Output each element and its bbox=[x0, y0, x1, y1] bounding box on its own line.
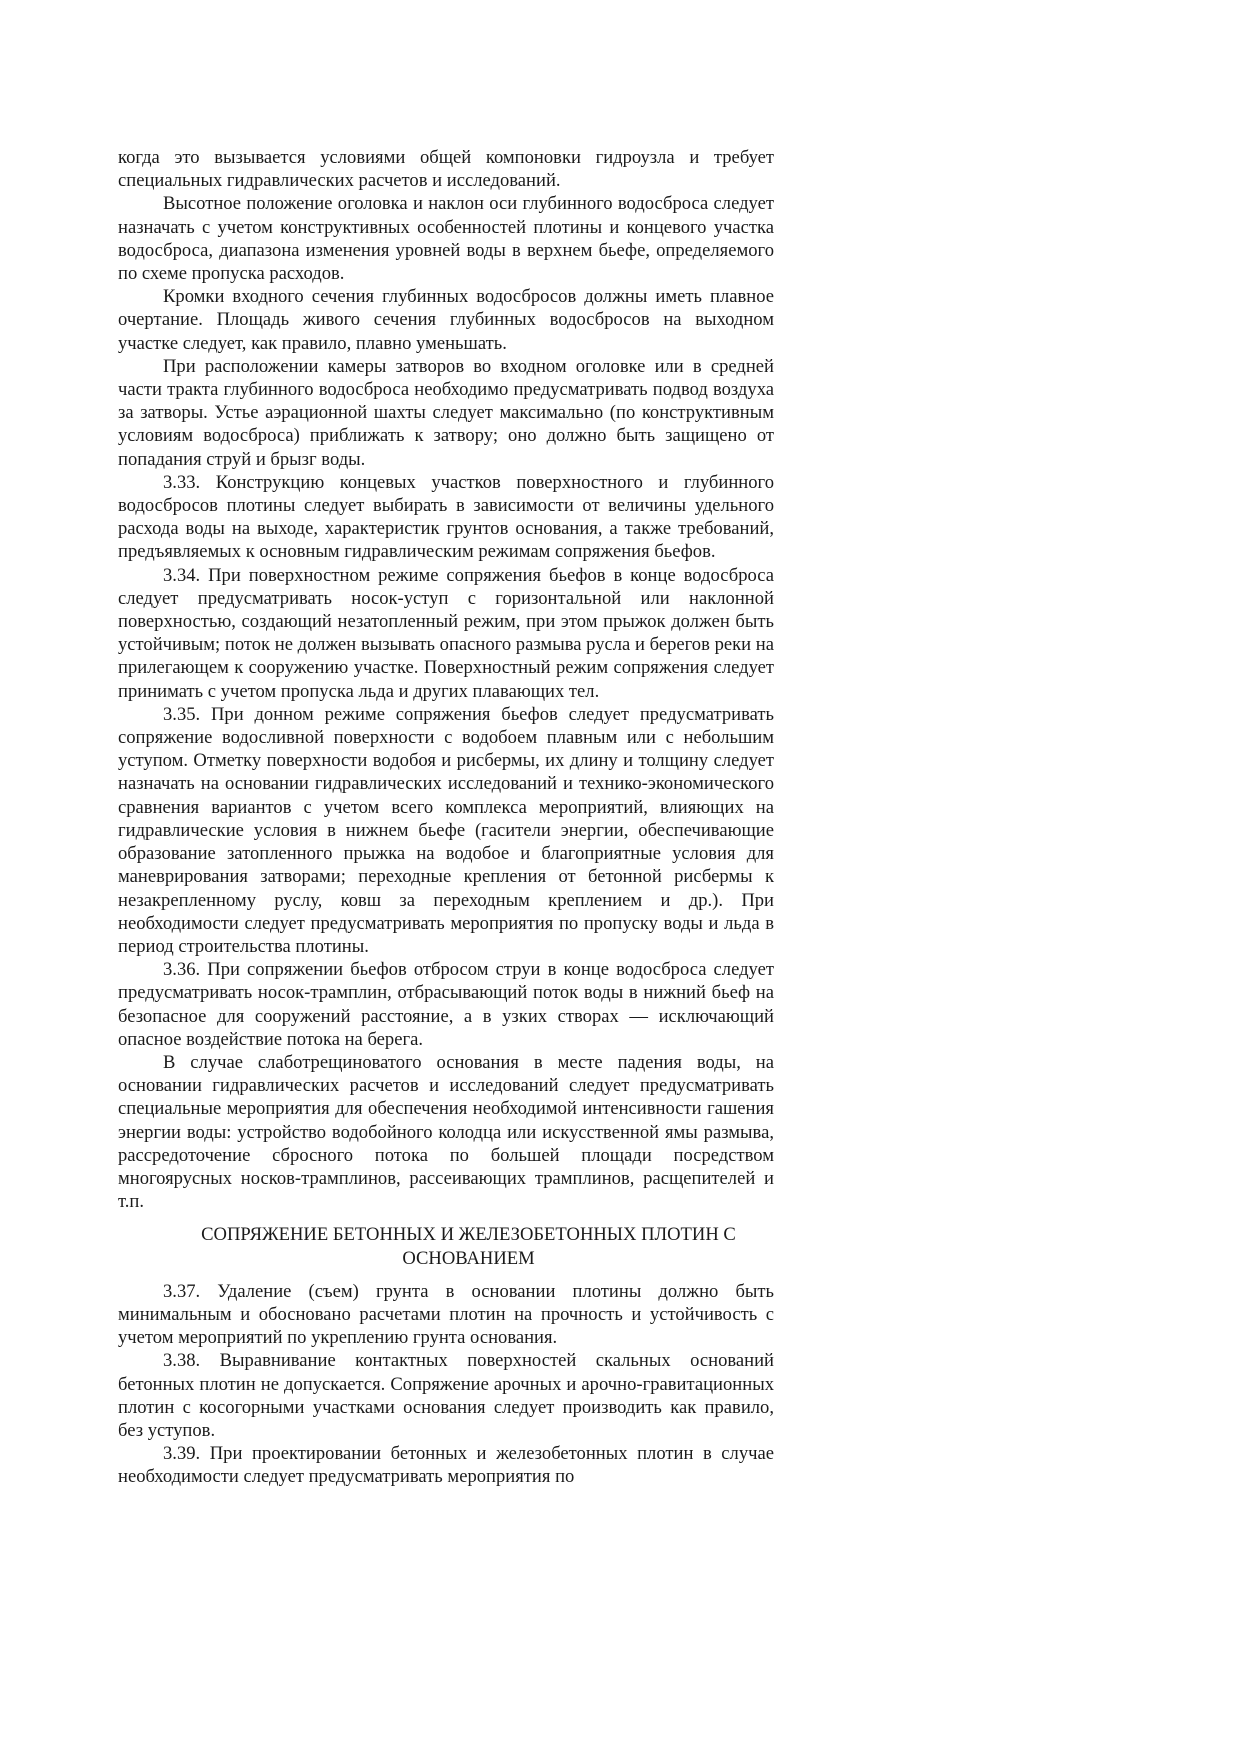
paragraph-3-39: 3.39. При проектировании бетонных и железобетонных плотин в случае необходимости следует предусматривать мероприятия по bbox=[118, 1443, 774, 1488]
paragraph-3-33: 3.33. Конструкцию концевых участков поверхностного и глубинного водосбросов плотины следует выбирать в зависимости от величины удельного расхода воды на выходе, характеристик грунтов основания, а также требований, предъявляемых к основным гидравлическим режимам сопряжения бьефов. bbox=[118, 471, 774, 563]
paragraph-3-34: 3.34. При поверхностном режиме сопряжения бьефов в конце водосброса следует предусматривать носок-уступ с горизонтальной или наклонной поверхностью, создающий незатопленный режим, при этом прыжок должен быть устойчивым; поток не должен вызывать опасного размыва русла и берегов реки на прилегающем к сооружению участке. Поверхностный режим сопряжения следует принимать с учетом пропуска льда и других плавающих тел. bbox=[118, 564, 774, 702]
paragraph-inlet-edges: Кромки входного сечения глубинных водосбросов должны иметь плавное очертание. Площадь живого сечения глубинных водосбросов на выходном участке следует, как правило, плавно уменьшать. bbox=[118, 286, 774, 354]
paragraph-3-36: 3.36. При сопряжении бьефов отбросом струи в конце водосброса следует предусматривать носок-трамплин, отбрасывающий поток воды в нижний бьеф на безопасное для сооружений расстояние, а в узких створах — исключающий опасное воздействие потока на берега. bbox=[118, 959, 774, 1050]
document-body bbox=[118, 146, 774, 1489]
paragraph-3-35: 3.35. При донном режиме сопряжения бьефов следует предусматривать сопряжение водосливной поверхности с водобоем плавным или с небольшим уступом. Отметку поверхности водобоя и рисбермы, их длину и толщину следует назначать на основании гидравлических исследований и технико-экономического сравнения вариантов с учетом всего комплекса мероприятий, влияющих на гидравлические условия в нижнем бьефе (гасители энергии, обеспечивающие образование затопленного прыжка на водобое и благоприятные условия для маневрирования затворами; переходные крепления от бетонной рисбермы к незакрепленному руслу, ковш за переходным креплением и др.). При необходимости следует предусматривать мероприятия по пропуску воды и льда в период строительства плотины. bbox=[118, 703, 774, 957]
paragraph-3-37: 3.37. Удаление (съем) грунта в основании плотины должно быть минимальным и обосновано расчетами плотин на прочность и устойчивость с учетом мероприятий по укреплению грунта основания. bbox=[118, 1280, 774, 1349]
section-heading: СОПРЯЖЕНИЕ БЕТОННЫХ И ЖЕЛЕЗОБЕТОННЫХ ПЛОТИН С ОСНОВАНИЕМ bbox=[201, 1224, 736, 1269]
paragraph-weak-fractured-base: В случае слаботрещиноватого основания в месте падения воды, на основании гидравлических расчетов и исследований следует предусматривать специальные мероприятия для обеспечения необходимой интенсивности гашения энергии воды: устройство водобойного колодца или искусственной ямы размыва, рассредоточение сбросного потока по большей площади посредством многоярусных носков-трамплинов, рассеивающих трамплинов, расщепителей и т.п. bbox=[118, 1051, 774, 1213]
paragraph-outlet-position: Высотное положение оголовка и наклон оси глубинного водосброса следует назначать с учетом конструктивных особенностей плотины и концевого участка водосброса, диапазона изменения уровней воды в верхнем бьефе, определяемого по схеме пропуска расходов. bbox=[118, 193, 774, 285]
paragraph-gate-chamber: При расположении камеры затворов во входном оголовке или в средней части тракта глубинного водосброса необходимо предусматривать подвод воздуха за затворы. Устье аэрационной шахты следует максимально (по конструктивным условиям водосброса) приближать к затвору; оно должно быть защищено от попадания струй и брызг воды. bbox=[118, 355, 774, 470]
paragraph-continuation: когда это вызывается условиями общей компоновки гидроузла и требует специальных гидравлических расчетов и исследований. bbox=[118, 147, 774, 192]
paragraph-3-38: 3.38. Выравнивание контактных поверхностей скальных оснований бетонных плотин не допускается. Сопряжение арочных и арочно-гравитационных плотин с косогорными участками основания следует производить как правило, без уступов. bbox=[118, 1350, 774, 1441]
